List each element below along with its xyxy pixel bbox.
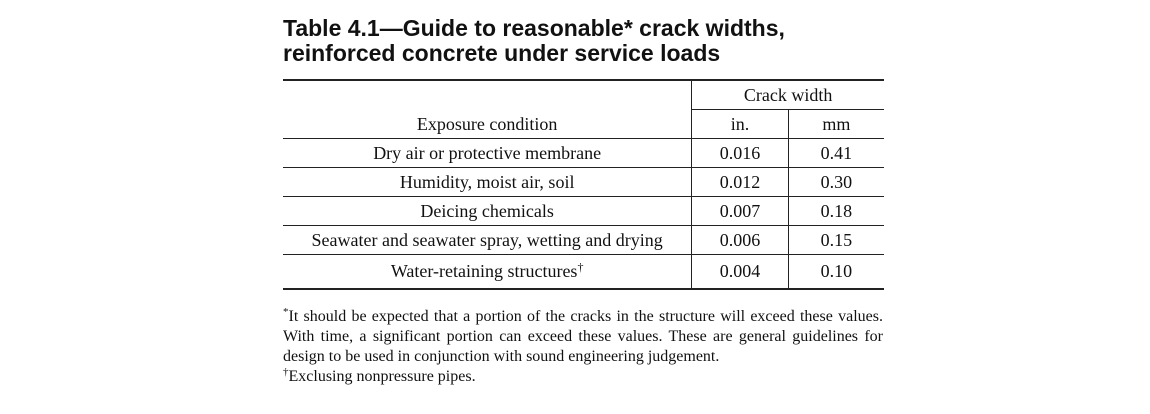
table-row xyxy=(283,168,884,197)
condition-cell: Dry air or protective membrane xyxy=(283,139,692,168)
exposure-condition-header xyxy=(283,80,692,139)
condition-cell: Seawater and seawater spray, wetting and drying xyxy=(283,226,692,255)
condition-cell: Humidity, moist air, soil xyxy=(283,168,692,197)
table-title-line-2: reinforced concrete under service loads xyxy=(283,40,721,66)
width-in-cell: 0.004 xyxy=(692,255,788,290)
condition-text: Water-retaining structures xyxy=(390,261,578,281)
condition-cell xyxy=(283,255,692,290)
width-mm-cell: 0.30 xyxy=(788,168,884,197)
width-in-cell: 0.016 xyxy=(692,139,788,168)
table-row xyxy=(283,197,884,226)
table-title xyxy=(283,16,903,66)
width-mm-cell: 0.10 xyxy=(788,255,884,290)
table-row xyxy=(283,226,884,255)
asterisk-footnote xyxy=(283,307,883,367)
width-mm-cell: 0.15 xyxy=(788,226,884,255)
asterisk-footnote-mark: * xyxy=(283,306,289,318)
asterisk-footnote-text: It should be expected that a portion of the cracks in the structure will exceed these values. With time, a significant portion can exceed these values. These are general guidelines for design to be used in conjunction with sound engineering judgement. xyxy=(283,308,883,365)
exposure-condition-header-text: Exposure condition xyxy=(416,114,558,134)
width-mm-cell: 0.41 xyxy=(788,139,884,168)
crack-width-header: Crack width xyxy=(692,80,884,110)
width-in-cell: 0.007 xyxy=(692,197,788,226)
table-header-row xyxy=(283,80,884,110)
unit-in-header: in. xyxy=(692,110,788,139)
dagger-footnote-mark: † xyxy=(283,366,289,378)
dagger-footnote-mark: † xyxy=(577,260,584,274)
dagger-footnote-text: Exclusing nonpressure pipes. xyxy=(288,368,476,385)
table-row xyxy=(283,255,884,290)
table-row xyxy=(283,139,884,168)
width-mm-cell: 0.18 xyxy=(788,197,884,226)
crack-width-table xyxy=(283,79,884,290)
width-in-cell: 0.012 xyxy=(692,168,788,197)
table-title-line-1: Table 4.1—Guide to reasonable* crack widths, xyxy=(283,15,785,41)
width-in-cell: 0.006 xyxy=(692,226,788,255)
dagger-footnote xyxy=(283,367,883,387)
condition-cell: Deicing chemicals xyxy=(283,197,692,226)
unit-mm-header: mm xyxy=(788,110,884,139)
table-footnotes xyxy=(283,307,883,387)
